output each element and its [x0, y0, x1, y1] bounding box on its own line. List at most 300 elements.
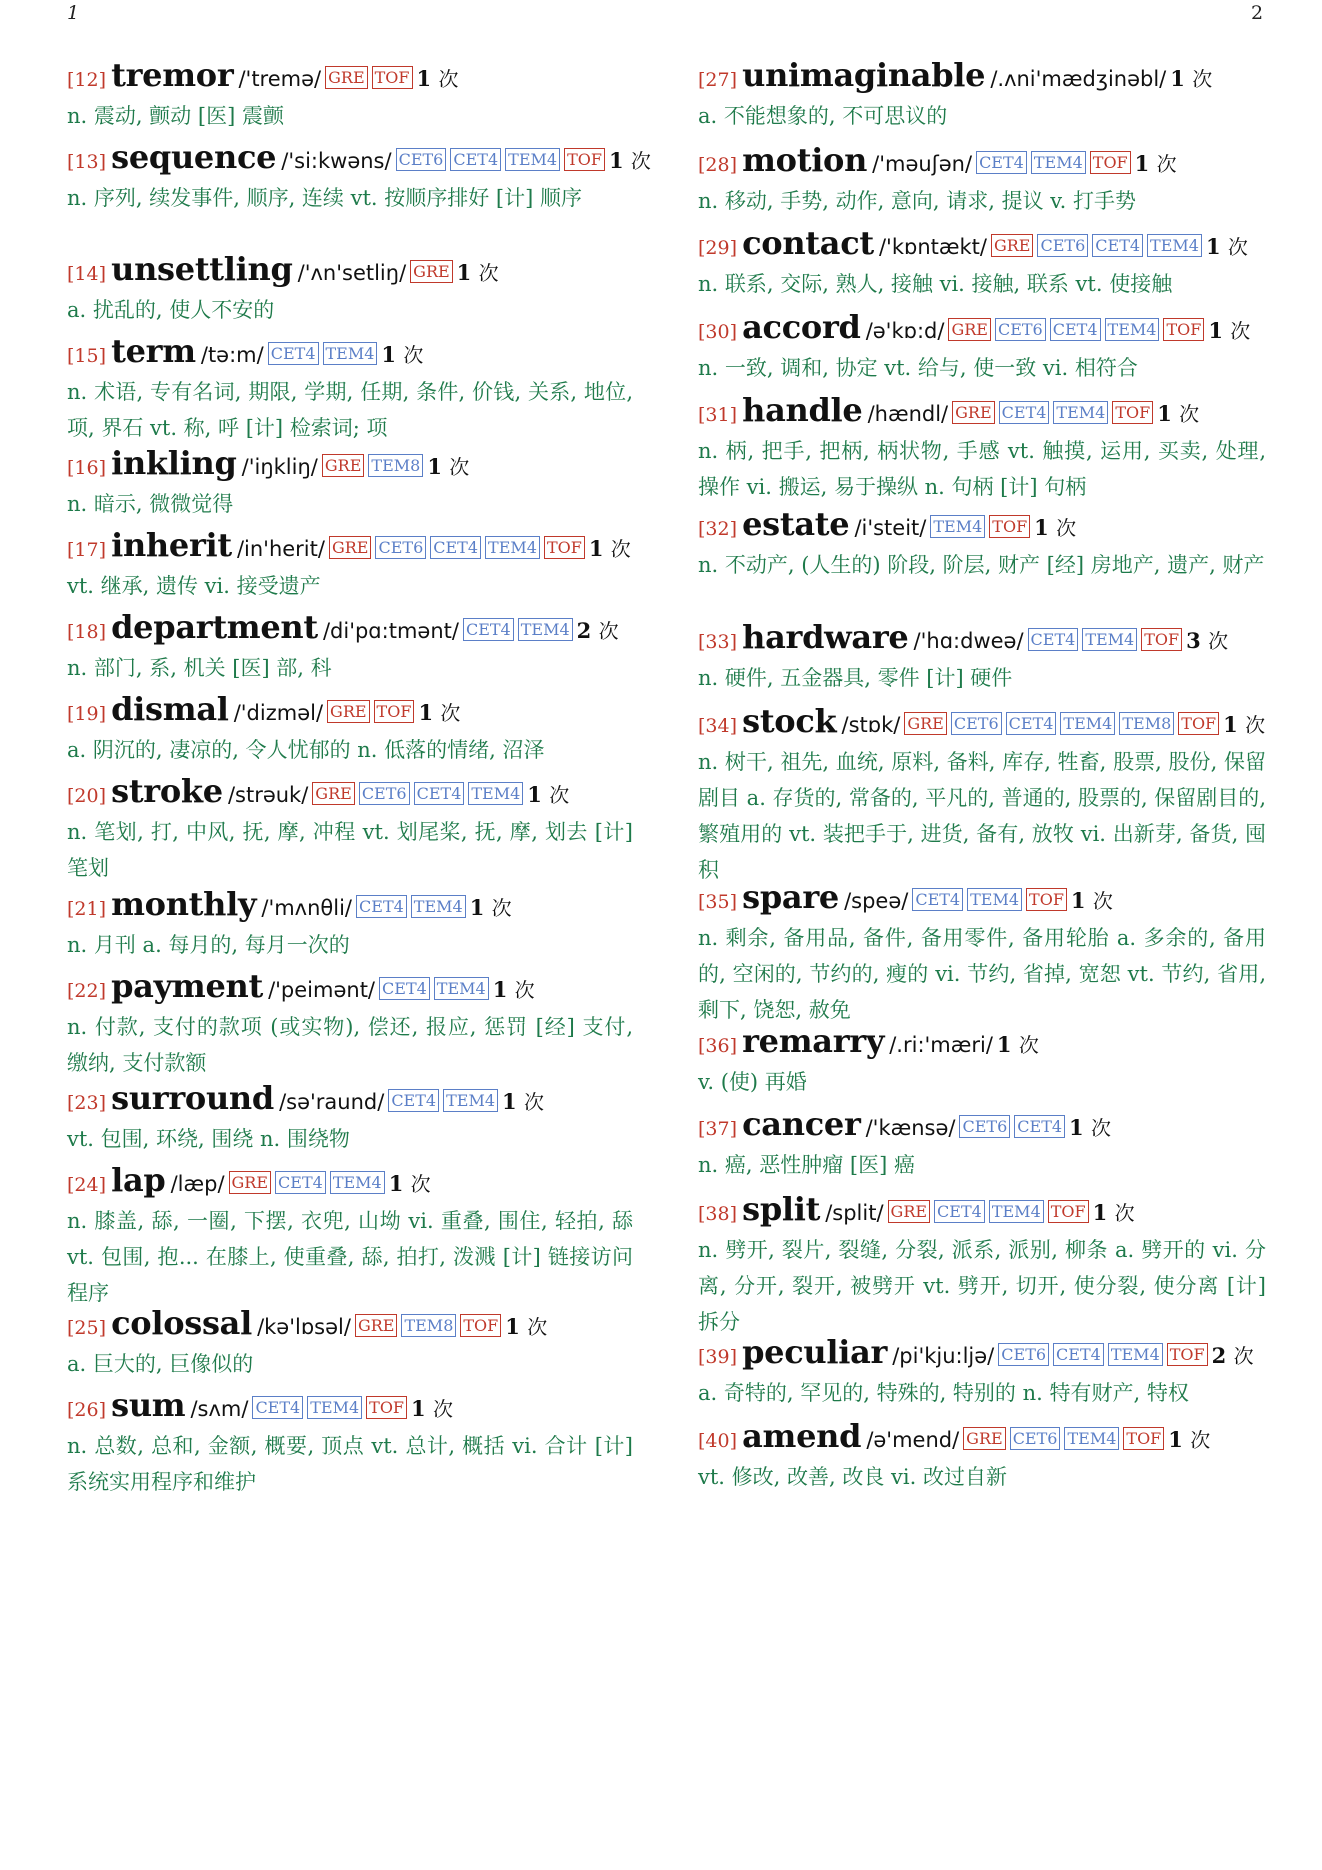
- occurrence-count: [1168, 1427, 1210, 1452]
- exam-tag: CET4: [1053, 1343, 1104, 1366]
- vocab-entry: [698, 143, 1266, 219]
- count-value: 1: [418, 700, 434, 725]
- exam-tag: GRE: [410, 260, 453, 283]
- exam-tag: TEM4: [1053, 401, 1108, 424]
- vocab-entry: [67, 774, 633, 886]
- exam-tag: CET4: [999, 401, 1050, 424]
- definition: n. 不动产, (人生的) 阶段, 阶层, 财产 [经] 房地产, 遗产, 财产: [698, 553, 1265, 577]
- occurrence-count: [527, 782, 569, 807]
- count-value: 1: [1223, 712, 1238, 737]
- exam-tag: TEM4: [1060, 712, 1115, 735]
- exam-tag: CET4: [356, 895, 407, 918]
- exam-tag: TOF: [1048, 1200, 1089, 1223]
- exam-tag: CET4: [934, 1200, 985, 1223]
- headword: amend: [742, 1417, 862, 1455]
- occurrence-count: [577, 618, 619, 643]
- vocab-entry: [698, 880, 1266, 1028]
- entry-number: [34]: [698, 715, 738, 737]
- definition: n. 劈开, 裂片, 裂缝, 分裂, 派系, 派别, 柳条 a. 劈开的 vi. 分离, 分开, 裂开, 被劈开 vt. 劈开, 切开, 使分裂, 使分离 [计] 拆分: [698, 1238, 1266, 1334]
- entry-headline: [67, 1306, 633, 1346]
- occurrence-count: [1071, 888, 1113, 913]
- exam-tag: CET6: [1010, 1427, 1061, 1450]
- count-unit: 次: [549, 783, 570, 807]
- vocab-entry: [67, 334, 633, 446]
- occurrence-count: [1212, 1343, 1254, 1368]
- headword: department: [111, 608, 318, 646]
- exam-tag: TOF: [366, 1396, 407, 1419]
- count-unit: 次: [527, 1315, 548, 1339]
- definition: n. 付款, 支付的款项 (或实物), 偿还, 报应, 惩罚 [经] 支付, 缴纳, 支付款额: [67, 1015, 633, 1075]
- definition: v. (使) 再婚: [698, 1070, 807, 1094]
- definition: n. 癌, 恶性肿瘤 [医] 癌: [698, 1153, 915, 1177]
- headword: handle: [742, 391, 863, 429]
- definition: n. 笔划, 打, 中风, 抚, 摩, 冲程 vt. 划尾桨, 抚, 摩, 划去 [计] 笔划: [67, 820, 633, 880]
- definition: a. 奇特的, 罕见的, 特殊的, 特别的 n. 特有财产, 特权: [698, 1381, 1189, 1405]
- headword: sequence: [111, 138, 277, 176]
- occurrence-count: [411, 1396, 453, 1421]
- exam-tag: TEM4: [443, 1089, 498, 1112]
- definition: n. 序列, 续发事件, 顺序, 连续 vt. 按顺序排好 [计] 顺序: [67, 186, 582, 210]
- count-unit: 次: [478, 261, 499, 285]
- entry-number: [30]: [698, 321, 738, 343]
- headword: term: [111, 332, 196, 370]
- count-value: 1: [1070, 888, 1086, 913]
- vocab-entry: [67, 1081, 633, 1157]
- count-unit: 次: [1233, 1344, 1254, 1368]
- exam-tag: CET4: [414, 782, 465, 805]
- vocab-entry: [698, 704, 1266, 888]
- headword: inherit: [111, 526, 232, 564]
- phonetic: /sə'raund/: [279, 1090, 385, 1114]
- entry-number: [21]: [67, 898, 107, 920]
- count-value: 1: [411, 1396, 426, 1421]
- entry-number: [15]: [67, 345, 107, 367]
- count-value: 1: [502, 1089, 517, 1114]
- entry-number: [38]: [698, 1203, 738, 1225]
- vocab-entry: [67, 610, 633, 686]
- count-value: 1: [1170, 66, 1185, 91]
- phonetic: /stɒk/: [841, 713, 901, 737]
- count-unit: 次: [410, 1172, 431, 1196]
- count-value: 1: [1157, 401, 1172, 426]
- definition: n. 硬件, 五金器具, 零件 [计] 硬件: [698, 666, 1013, 690]
- phonetic: /læp/: [170, 1172, 225, 1196]
- count-unit: 次: [1230, 319, 1251, 343]
- entry-headline: [67, 1081, 633, 1121]
- exam-tag: CET4: [379, 977, 430, 1000]
- count-value: 1: [469, 895, 485, 920]
- count-unit: 次: [1179, 402, 1200, 426]
- headword: monthly: [111, 885, 257, 923]
- entry-number: [22]: [67, 980, 107, 1002]
- occurrence-count: [1034, 515, 1076, 540]
- headword: hardware: [742, 618, 909, 656]
- exam-tag: GRE: [327, 700, 370, 723]
- exam-tag: CET4: [463, 618, 514, 641]
- vocab-entry: [67, 528, 633, 604]
- exam-tag: TEM4: [323, 342, 378, 365]
- count-unit: 次: [438, 67, 459, 91]
- headword: accord: [742, 308, 861, 346]
- vocab-entry: [67, 1163, 633, 1311]
- exam-tag: TEM4: [468, 782, 523, 805]
- vocab-entry: [67, 1388, 633, 1500]
- exam-tag: CET6: [359, 782, 410, 805]
- count-unit: 次: [1190, 1428, 1211, 1452]
- exam-tag: TOF: [1178, 712, 1219, 735]
- entry-number: [12]: [67, 69, 107, 91]
- exam-tag: TOF: [544, 536, 585, 559]
- count-unit: 次: [1208, 629, 1229, 653]
- count-unit: 次: [403, 343, 424, 367]
- phonetic: /hændl/: [867, 402, 949, 426]
- definition: a. 阴沉的, 凄凉的, 令人忧郁的 n. 低落的情绪, 沼泽: [67, 738, 545, 762]
- exam-tag: CET4: [430, 536, 481, 559]
- entry-headline: [698, 143, 1266, 183]
- exam-tag: CET4: [1092, 234, 1143, 257]
- exam-tag: TEM4: [518, 618, 573, 641]
- exam-tag: TOF: [372, 66, 413, 89]
- entry-number: [39]: [698, 1346, 738, 1368]
- entry-headline: [67, 969, 633, 1009]
- exam-tag: CET4: [275, 1171, 326, 1194]
- vocab-entry: [698, 1192, 1266, 1340]
- exam-tag: CET4: [976, 151, 1027, 174]
- exam-tag: TEM8: [401, 1314, 456, 1337]
- definition: n. 联系, 交际, 熟人, 接触 vi. 接触, 联系 vt. 使接触: [698, 272, 1173, 296]
- vocab-entry: [698, 620, 1266, 696]
- definition: n. 柄, 把手, 把柄, 柄状物, 手感 vt. 触摸, 运用, 买卖, 处理, 操作 vi. 搬运, 易于操纵 n. 句柄 [计] 句柄: [698, 439, 1266, 499]
- exam-tag: TEM4: [967, 888, 1022, 911]
- count-value: 1: [427, 454, 442, 479]
- entry-headline: [67, 138, 651, 180]
- entry-headline: [67, 334, 633, 374]
- phonetic: /'məuʃən/: [872, 152, 973, 176]
- exam-tag: TOF: [1123, 1427, 1164, 1450]
- exam-tag: TOF: [1090, 151, 1131, 174]
- entry-number: [37]: [698, 1118, 738, 1140]
- entry-number: [23]: [67, 1092, 107, 1114]
- entry-number: [35]: [698, 891, 738, 913]
- exam-tag: GRE: [888, 1200, 931, 1223]
- exam-tag: TEM4: [1064, 1427, 1119, 1450]
- entry-headline: [698, 1107, 1266, 1147]
- entry-headline: [67, 692, 633, 732]
- entry-headline: [67, 1388, 633, 1428]
- phonetic: /'hɑ:dweə/: [913, 629, 1024, 653]
- headword: inkling: [111, 444, 237, 482]
- headword: dismal: [111, 690, 229, 728]
- count-unit: 次: [1090, 1116, 1111, 1140]
- headword: peculiar: [742, 1333, 888, 1371]
- entry-number: [17]: [67, 539, 107, 561]
- exam-tag: TOF: [460, 1314, 501, 1337]
- entry-headline: [698, 620, 1266, 660]
- occurrence-count: [389, 1171, 431, 1196]
- exam-tag: CET6: [998, 1343, 1049, 1366]
- exam-tag: TOF: [564, 148, 605, 171]
- entry-headline: [67, 528, 633, 568]
- exam-tag: TOF: [1026, 888, 1067, 911]
- exam-tag: TEM4: [434, 977, 489, 1000]
- exam-tag: GRE: [312, 782, 355, 805]
- vocab-entry: [698, 1419, 1266, 1495]
- exam-tag: GRE: [991, 234, 1034, 257]
- entry-number: [14]: [67, 263, 107, 285]
- phonetic: /.ʌni'mædʒinəbl/: [990, 67, 1167, 91]
- headword: payment: [111, 967, 263, 1005]
- entry-number: [26]: [67, 1399, 107, 1421]
- phonetic: /pi'kju:ljə/: [892, 1344, 995, 1368]
- exam-tag: CET6: [951, 712, 1002, 735]
- vocab-entry: [67, 446, 633, 522]
- definition: n. 树干, 祖先, 血统, 原料, 备料, 库存, 牲畜, 股票, 股份, 保留剧目 a. 存货的, 常备的, 平凡的, 普通的, 股票的, 保留剧目的, 繁殖用的 vt. 装把手于, 进货, 备有, 放牧 vi. 出新芽, 备货, 囤积: [698, 750, 1266, 882]
- count-value: 1: [505, 1314, 520, 1339]
- entry-number: [18]: [67, 621, 107, 643]
- entry-headline: [698, 1024, 1266, 1064]
- phonetic: /'kænsə/: [865, 1116, 956, 1140]
- headword: unimaginable: [742, 56, 986, 94]
- occurrence-count: [381, 342, 423, 367]
- count-value: 1: [1134, 151, 1150, 176]
- headword: colossal: [111, 1304, 252, 1342]
- occurrence-count: [493, 977, 535, 1002]
- exam-tag: CET4: [388, 1089, 439, 1112]
- exam-tag: TEM8: [1119, 712, 1174, 735]
- vocab-entry: [67, 58, 633, 134]
- entry-headline: [67, 610, 633, 650]
- exam-tag: TEM4: [1105, 318, 1160, 341]
- vocab-entry: [698, 1107, 1266, 1183]
- phonetic: /'ʌn'setliŋ/: [297, 261, 407, 285]
- vocab-entry: [698, 393, 1266, 505]
- entry-headline: [698, 393, 1266, 433]
- exam-tag: TOF: [1167, 1343, 1208, 1366]
- vocab-entry: [698, 310, 1266, 386]
- exam-tag: CET6: [959, 1115, 1010, 1138]
- phonetic: /ə'kɒ:d/: [865, 319, 945, 343]
- exam-tag: TEM4: [1082, 628, 1137, 651]
- entry-number: [20]: [67, 785, 107, 807]
- occurrence-count: [1093, 1200, 1135, 1225]
- exam-tag: TEM4: [989, 1200, 1044, 1223]
- vocab-entry: [67, 1306, 633, 1382]
- vocab-entry: [698, 226, 1266, 302]
- exam-tag: CET4: [450, 148, 501, 171]
- exam-tag: TEM4: [1108, 1343, 1163, 1366]
- count-value: 1: [996, 1032, 1012, 1057]
- exam-tag: CET6: [995, 318, 1046, 341]
- occurrence-count: [1223, 712, 1265, 737]
- entry-number: [40]: [698, 1430, 738, 1452]
- exam-tag: GRE: [355, 1314, 398, 1337]
- headword: remarry: [742, 1022, 885, 1060]
- phonetic: /sʌm/: [190, 1397, 249, 1421]
- definition: n. 总数, 总和, 金额, 概要, 顶点 vt. 总计, 概括 vi. 合计 [计] 系统实用程序和维护: [67, 1434, 633, 1494]
- vocab-entry: [698, 58, 1266, 134]
- headword: estate: [742, 505, 850, 543]
- entry-headline: [698, 58, 1266, 98]
- headword: sum: [111, 1386, 186, 1424]
- headword: contact: [742, 224, 874, 262]
- entry-headline: [698, 880, 1266, 920]
- vocab-entry: [67, 692, 633, 768]
- occurrence-count: [505, 1314, 547, 1339]
- definition: vt. 修改, 改善, 改良 vi. 改过自新: [698, 1465, 1007, 1489]
- headword: motion: [742, 141, 868, 179]
- exam-tag: GRE: [322, 454, 365, 477]
- definition: n. 膝盖, 舔, 一圈, 下摆, 衣兜, 山坳 vi. 重叠, 围住, 轻拍, 舔 vt. 包围, 抱... 在膝上, 使重叠, 舔, 拍打, 泼溅 [计] 链接访问程序: [67, 1209, 633, 1305]
- occurrence-count: [997, 1032, 1039, 1057]
- vocab-entry: [67, 252, 633, 328]
- exam-tag: CET4: [1014, 1115, 1065, 1138]
- count-unit: 次: [514, 978, 535, 1002]
- phonetic: /'peimənt/: [268, 978, 376, 1002]
- entry-number: [16]: [67, 457, 107, 479]
- exam-tag: CET6: [1037, 234, 1088, 257]
- exam-tag: TOF: [1163, 318, 1204, 341]
- definition: a. 巨大的, 巨像似的: [67, 1352, 254, 1376]
- phonetic: /in'herit/: [236, 537, 325, 561]
- headword: lap: [111, 1161, 166, 1199]
- phonetic: /'mʌnθli/: [261, 896, 353, 920]
- entry-headline: [67, 887, 633, 927]
- vocab-entry: [67, 138, 651, 216]
- headword: cancer: [742, 1105, 861, 1143]
- exam-tag: GRE: [904, 712, 947, 735]
- entry-headline: [67, 252, 633, 292]
- occurrence-count: [1186, 628, 1228, 653]
- exam-tag: CET4: [268, 342, 319, 365]
- exam-tag: GRE: [325, 66, 368, 89]
- count-value: 1: [492, 977, 508, 1002]
- entry-number: [19]: [67, 703, 107, 725]
- entry-number: [28]: [698, 154, 738, 176]
- entry-headline: [698, 704, 1266, 744]
- occurrence-count: [609, 148, 651, 173]
- occurrence-count: [470, 895, 512, 920]
- definition: n. 部门, 系, 机关 [医] 部, 科: [67, 656, 332, 680]
- entry-headline: [698, 1192, 1266, 1232]
- occurrence-count: [589, 536, 631, 561]
- exam-tag: TOF: [374, 700, 415, 723]
- count-unit: 次: [491, 896, 512, 920]
- entry-headline: [698, 1335, 1266, 1375]
- occurrence-count: [427, 454, 469, 479]
- occurrence-count: [1206, 234, 1248, 259]
- count-unit: 次: [523, 1090, 544, 1114]
- definition: n. 震动, 颤动 [医] 震颤: [67, 104, 284, 128]
- count-value: 1: [588, 536, 604, 561]
- count-unit: 次: [1192, 67, 1213, 91]
- headword: split: [742, 1190, 821, 1228]
- headword: unsettling: [111, 250, 293, 288]
- entry-headline: [698, 1419, 1266, 1459]
- page-number-right: 2: [1251, 2, 1264, 24]
- exam-tag: TEM4: [485, 536, 540, 559]
- vocab-entry: [698, 507, 1266, 583]
- count-unit: 次: [598, 619, 619, 643]
- count-value: 3: [1186, 628, 1201, 653]
- count-unit: 次: [1018, 1033, 1039, 1057]
- headword: surround: [111, 1079, 274, 1117]
- exam-tag: GRE: [329, 536, 372, 559]
- count-unit: 次: [1156, 152, 1177, 176]
- exam-tag: GRE: [963, 1427, 1006, 1450]
- count-value: 1: [416, 66, 432, 91]
- occurrence-count: [1069, 1115, 1111, 1140]
- entry-number: [24]: [67, 1174, 107, 1196]
- occurrence-count: [417, 66, 459, 91]
- entry-headline: [67, 446, 633, 486]
- definition: n. 暗示, 微微觉得: [67, 492, 234, 516]
- count-value: 2: [1211, 1343, 1227, 1368]
- count-value: 1: [1034, 515, 1049, 540]
- entry-headline: [698, 507, 1266, 547]
- entry-headline: [67, 1163, 633, 1203]
- headword: tremor: [111, 56, 234, 94]
- exam-tag: CET4: [1006, 712, 1057, 735]
- count-unit: 次: [610, 537, 631, 561]
- vocab-entry: [67, 969, 633, 1081]
- count-unit: 次: [432, 1397, 453, 1421]
- count-value: 1: [1092, 1200, 1108, 1225]
- count-value: 1: [527, 782, 542, 807]
- definition: a. 扰乱的, 使人不安的: [67, 298, 275, 322]
- entry-headline: [67, 774, 633, 814]
- phonetic: /strəuk/: [227, 783, 309, 807]
- phonetic: /'tremə/: [238, 67, 322, 91]
- count-value: 1: [1208, 318, 1223, 343]
- exam-tag: GRE: [952, 401, 995, 424]
- phonetic: /'iŋkliŋ/: [241, 455, 318, 479]
- exam-tag: TEM4: [930, 515, 985, 538]
- occurrence-count: [418, 700, 460, 725]
- entry-number: [31]: [698, 404, 738, 426]
- phonetic: /ə'mend/: [866, 1428, 960, 1452]
- definition: vt. 包围, 环绕, 围绕 n. 围绕物: [67, 1127, 350, 1151]
- count-unit: 次: [1092, 889, 1113, 913]
- exam-tag: TEM4: [411, 895, 466, 918]
- count-value: 1: [1205, 234, 1221, 259]
- occurrence-count: [457, 260, 499, 285]
- count-value: 1: [1168, 1427, 1183, 1452]
- count-value: 1: [381, 342, 397, 367]
- phonetic: /'si:kwəns/: [281, 149, 392, 173]
- entry-headline: [698, 226, 1266, 266]
- phonetic: /di'pɑ:tmənt/: [322, 619, 459, 643]
- entry-number: [33]: [698, 631, 738, 653]
- exam-tag: TOF: [989, 515, 1030, 538]
- entry-number: [13]: [67, 151, 107, 173]
- exam-tag: TEM4: [1147, 234, 1202, 257]
- exam-tag: TOF: [1112, 401, 1153, 424]
- occurrence-count: [1208, 318, 1250, 343]
- occurrence-count: [1135, 151, 1177, 176]
- occurrence-count: [1157, 401, 1199, 426]
- occurrence-count: [502, 1089, 544, 1114]
- headword: stroke: [111, 772, 223, 810]
- exam-tag: GRE: [229, 1171, 272, 1194]
- phonetic: /kə'lɒsəl/: [257, 1315, 351, 1339]
- definition: n. 剩余, 备用品, 备件, 备用零件, 备用轮胎 a. 多余的, 备用的, 空闲的, 节约的, 瘦的 vi. 节约, 省掉, 宽恕 vt. 节约, 省用, 剩下, 饶恕, 赦免: [698, 926, 1266, 1022]
- headword: stock: [742, 702, 837, 740]
- entry-number: [25]: [67, 1317, 107, 1339]
- exam-tag: TEM4: [307, 1396, 362, 1419]
- page-number-left: 1: [67, 2, 80, 24]
- exam-tag: CET4: [1028, 628, 1079, 651]
- phonetic: /i'steit/: [854, 516, 927, 540]
